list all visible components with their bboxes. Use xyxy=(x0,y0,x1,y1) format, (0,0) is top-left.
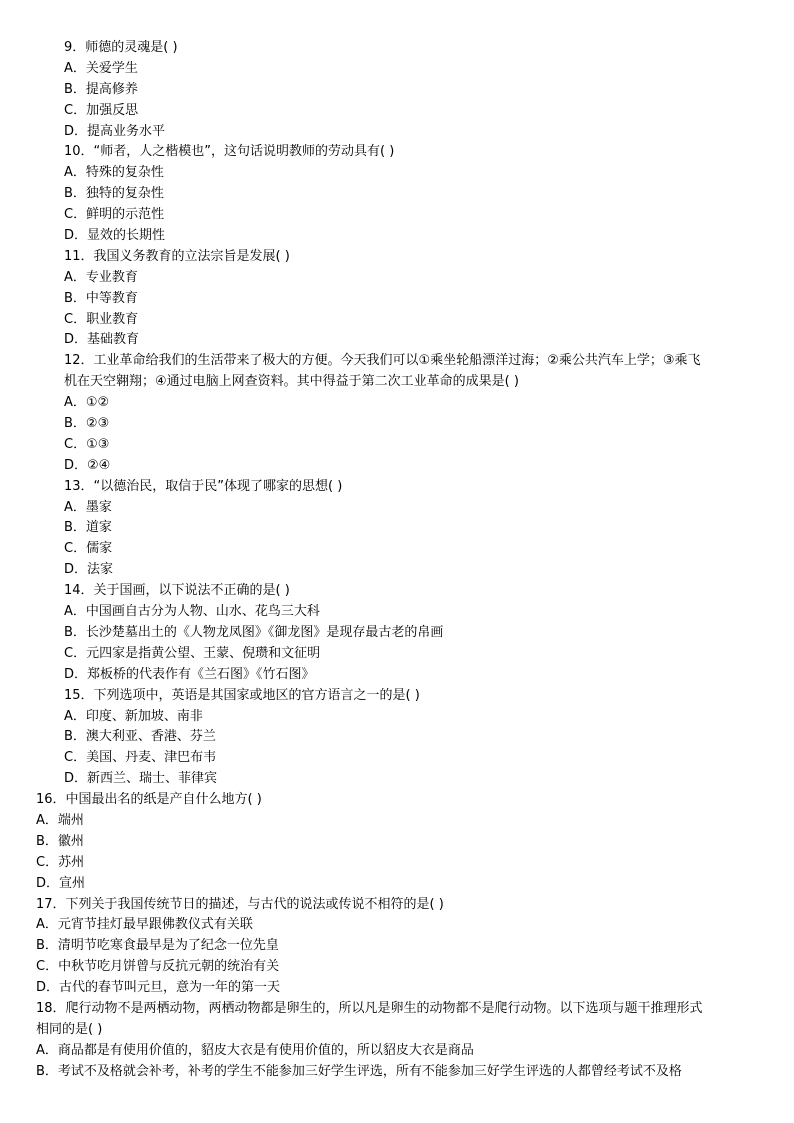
question-16-option-b: B．徽州 xyxy=(36,833,84,849)
question-14-option-b: B．长沙楚墓出土的《人物龙凤图》《御龙图》是现存最古老的帛画 xyxy=(64,624,444,640)
question-17-option-c: C．中秋节吃月饼曾与反抗元朝的统治有关 xyxy=(36,959,280,975)
exam-page xyxy=(0,38,794,1083)
question-18-option-a: A．商品都是有使用价值的，貂皮大衣是有使用价值的，所以貂皮大衣是商品 xyxy=(36,1042,474,1058)
question-13-stem: 13．“以德治民，取信于民”体现了哪家的思想( ) xyxy=(64,478,343,494)
question-14-option-d: D．郑板桥的代表作有《兰石图》《竹石图》 xyxy=(64,666,315,682)
question-14-option-c: C．元四家是指黄公望、王蒙、倪瓒和文征明 xyxy=(64,645,321,661)
question-12-option-d: D．②④ xyxy=(64,457,111,473)
question-12-stem-line2: 机在天空翱翔；④通过电脑上网查资料。其中得益于第二次工业革命的成果是( ) xyxy=(64,374,519,390)
question-16-stem: 16．中国最出名的纸是产自什么地方( ) xyxy=(36,792,262,808)
question-15-stem: 15．下列选项中，英语是其国家或地区的官方语言之一的是( ) xyxy=(64,687,420,703)
question-12-option-b: B．②③ xyxy=(64,416,110,432)
question-11-option-c: C．职业教育 xyxy=(64,311,139,327)
question-18-option-b: B．考试不及格就会补考，补考的学生不能参加三好学生评选，所有不能参加三好学生评选的人都曾经考试不及格 xyxy=(36,1063,682,1079)
question-16-option-d: D．宣州 xyxy=(36,875,86,891)
question-13-option-b: B．道家 xyxy=(64,520,112,536)
question-15-option-c: C．美国、丹麦、津巴布韦 xyxy=(64,750,217,766)
question-13-option-d: D．法家 xyxy=(64,562,114,578)
question-11-option-a: A．专业教育 xyxy=(64,269,138,285)
question-17-option-a: A．元宵节挂灯最早跟佛教仪式有关联 xyxy=(36,917,253,933)
question-17-option-b: B．清明节吃寒食最早是为了纪念一位先皇 xyxy=(36,938,279,954)
question-16-option-a: A．端州 xyxy=(36,812,84,828)
question-13-option-c: C．儒家 xyxy=(64,541,113,557)
question-10-option-d: D．显效的长期性 xyxy=(64,228,166,244)
question-11-stem: 11．我国义务教育的立法宗旨是发展( ) xyxy=(64,248,290,264)
question-15-option-b: B．澳大利亚、香港、芬兰 xyxy=(64,729,216,745)
question-12-option-a: A．①② xyxy=(64,395,110,411)
question-9-option-a: A．关爱学生 xyxy=(64,60,138,76)
question-10-option-a: A．特殊的复杂性 xyxy=(64,165,164,181)
question-9-option-c: C．加强反思 xyxy=(64,102,139,118)
question-13-option-a: A．墨家 xyxy=(64,499,112,515)
question-12-option-c: C．①③ xyxy=(64,436,110,452)
question-17-option-d: D．古代的春节叫元旦，意为一年的第一天 xyxy=(36,980,281,996)
question-11-option-d: D．基础教育 xyxy=(64,332,140,348)
question-11-option-b: B．中等教育 xyxy=(64,290,138,306)
question-12-stem-line1: 12．工业革命给我们的生活带来了极大的方便。今天我们可以①乘坐轮船漂洋过海；②乘公共汽车上学；③乘飞 xyxy=(64,353,701,369)
question-9-option-d: D．提高业务水平 xyxy=(64,123,166,139)
question-9-option-b: B．提高修养 xyxy=(64,81,138,97)
question-18-stem-line1: 18．爬行动物不是两栖动物，两栖动物都是卵生的，所以凡是卵生的动物都不是爬行动物。以下选项与题干推理形式 xyxy=(36,1000,703,1016)
question-14-stem: 14．关于国画，以下说法不正确的是( ) xyxy=(64,583,290,599)
question-15-option-a: A．印度、新加坡、南非 xyxy=(64,708,203,724)
question-18-stem-line2: 相同的是( ) xyxy=(36,1021,103,1037)
question-14-option-a: A．中国画自古分为人物、山水、花鸟三大科 xyxy=(64,604,320,620)
question-10-option-b: B．独特的复杂性 xyxy=(64,186,164,202)
question-15-option-d: D．新西兰、瑞士、菲律宾 xyxy=(64,771,218,787)
question-17-stem: 17．下列关于我国传统节日的描述，与古代的说法或传说不相符的是( ) xyxy=(36,896,444,912)
question-16-option-c: C．苏州 xyxy=(36,854,85,870)
question-9-stem: 9．师德的灵魂是( ) xyxy=(64,40,178,55)
question-10-stem: 10．“师者，人之楷模也”，这句话说明教师的劳动具有( ) xyxy=(64,144,395,160)
question-10-option-c: C．鲜明的示范性 xyxy=(64,207,165,223)
